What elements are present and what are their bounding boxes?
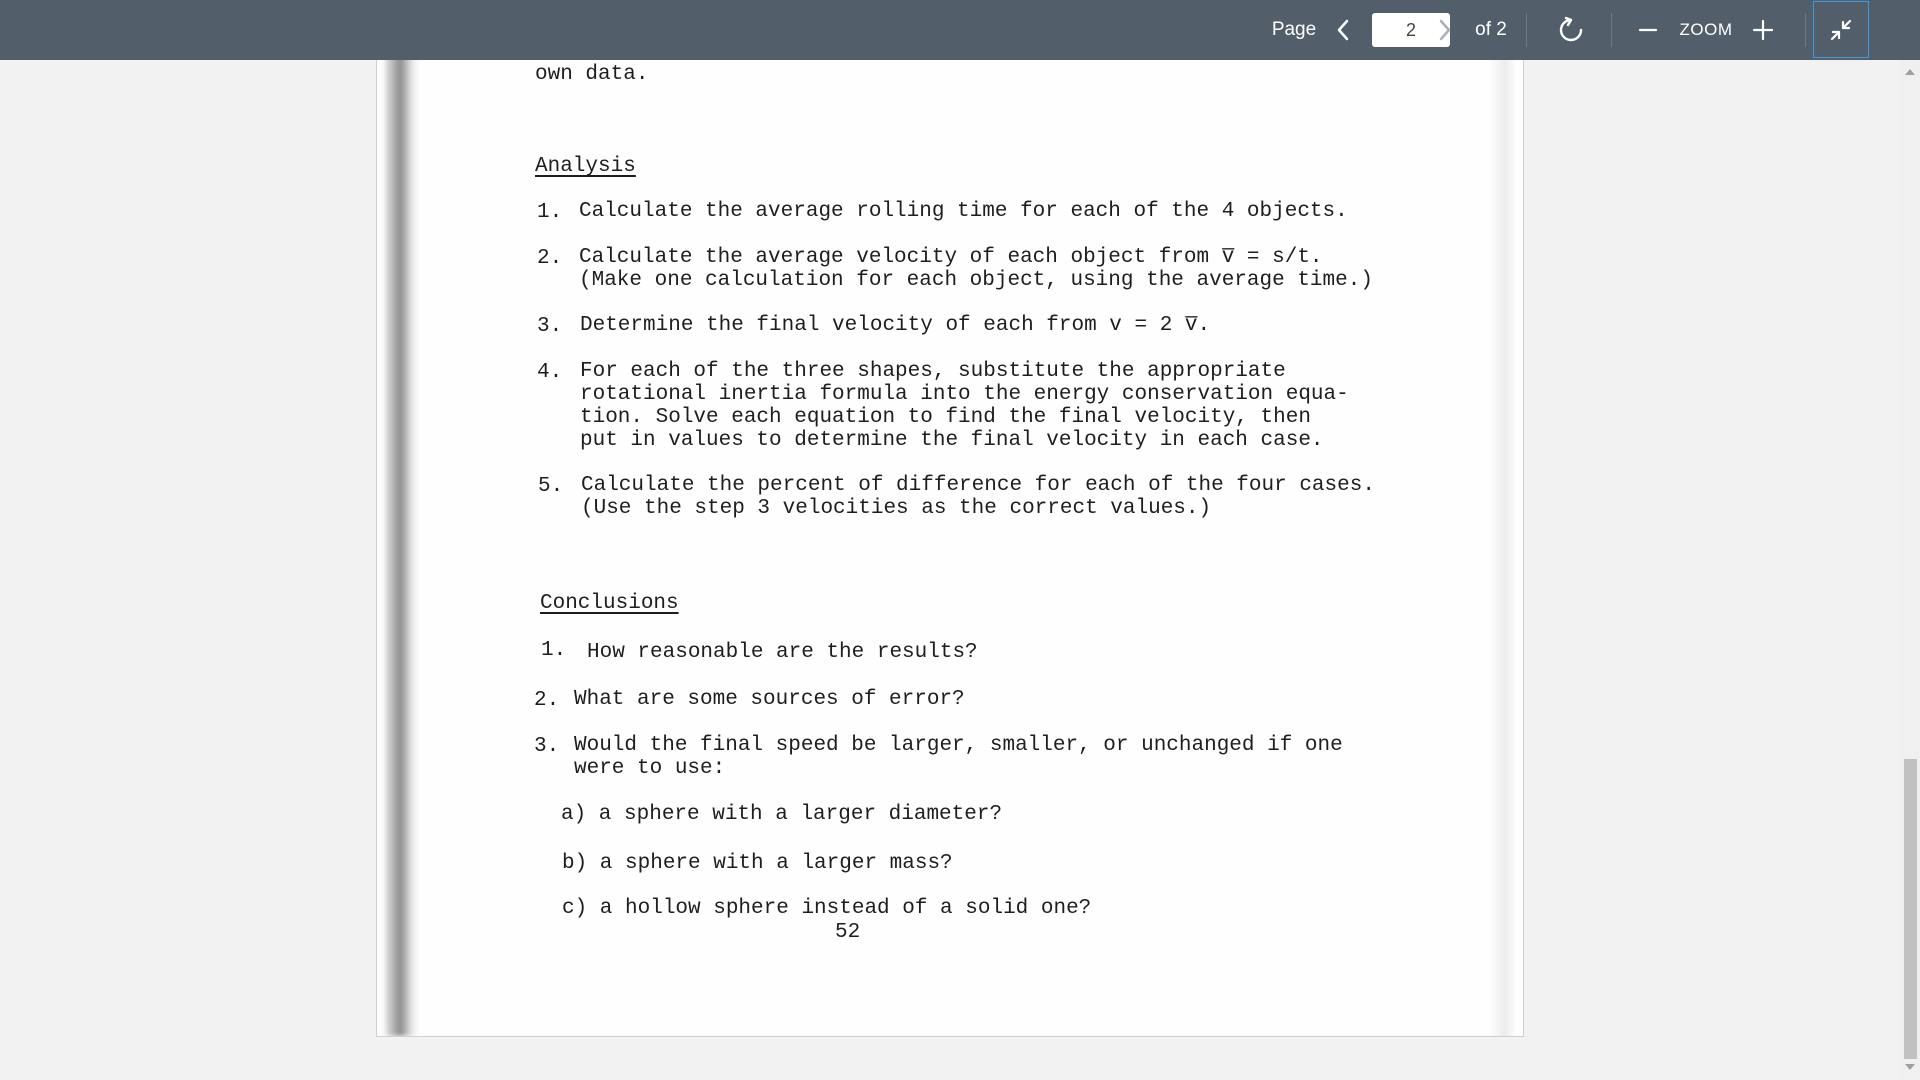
caret-down-icon [1905,1064,1915,1070]
top-fragment-text: own data. [535,63,649,86]
page-binding-shadow [385,60,419,1036]
conclusion-item-1-line: How reasonable are the results? [587,641,978,664]
collapse-icon [1828,17,1854,43]
page-label: Page [1271,19,1317,40]
scrollbar-thumb[interactable] [1904,759,1917,1059]
plus-icon [1752,19,1774,41]
rotate-icon [1557,16,1585,44]
analysis-item-number: 5. [538,475,564,498]
exit-fullscreen-button[interactable] [1813,1,1869,58]
conclusion-item-number: 3. [534,735,560,758]
toolbar-divider [1805,13,1806,47]
analysis-item-number: 2. [537,247,563,270]
toolbar-divider [1526,13,1527,47]
page-edge-shadow [1489,60,1515,1036]
analysis-item-5-line: (Use the step 3 velocities as the correct values.) [581,497,1212,520]
chevron-left-icon [1335,18,1351,42]
analysis-item-5-line: Calculate the percent of difference for each of the four cases. [581,474,1375,497]
vertical-scrollbar[interactable] [1900,60,1920,1080]
analysis-item-2-line: (Make one calculation for each object, using the average time.) [579,269,1373,292]
document-page [376,60,1524,1037]
conclusion-item-2-line: What are some sources of error? [574,688,965,711]
analysis-item-4-line: rotational inertia formula into the energy conservation equa- [580,383,1349,406]
analysis-item-number: 1. [537,201,563,224]
scroll-down-button[interactable] [1900,1059,1920,1075]
previous-page-button[interactable] [1326,0,1360,60]
document-viewer[interactable] [0,60,1900,1080]
conclusion-subitem-b: b) a sphere with a larger mass? [562,852,953,875]
conclusion-subitem-c: c) a hollow sphere instead of a solid one? [562,897,1092,920]
analysis-item-number: 4. [537,361,563,384]
zoom-in-button[interactable] [1745,0,1781,60]
conclusions-heading: Conclusions [540,592,679,615]
toolbar-divider [1611,13,1612,47]
analysis-item-4-line: put in values to determine the final velocity in each case. [580,429,1324,452]
conclusion-item-3-line: were to use: [574,757,726,780]
caret-up-icon [1905,69,1915,75]
zoom-label: ZOOM [1679,20,1733,39]
analysis-heading: Analysis [535,155,636,178]
conclusion-item-number: 2. [534,689,560,712]
scroll-up-button[interactable] [1900,64,1920,80]
analysis-item-4-line: tion. Solve each equation to find the final velocity, then [580,406,1311,429]
analysis-item-number: 3. [537,315,563,338]
conclusion-item-3-line: Would the final speed be larger, smaller, or unchanged if one [574,734,1343,757]
total-pages-label: of 2 [1475,19,1507,40]
rotate-button[interactable] [1550,0,1592,60]
analysis-item-2-line: Calculate the average velocity of each object from v̅ = s/t. [579,246,1323,269]
conclusion-subitem-a: a) a sphere with a larger diameter? [561,803,1003,826]
analysis-item-4-line: For each of the three shapes, substitute the appropriate [580,360,1286,383]
analysis-item-1-line: Calculate the average rolling time for each of the 4 objects. [579,200,1348,223]
viewer-toolbar [0,0,1920,60]
analysis-item-3-line: Determine the final velocity of each from v = 2 v̅. [580,314,1211,337]
next-page-button[interactable] [1428,0,1462,60]
minus-icon [1638,20,1658,40]
chevron-right-icon [1437,18,1453,42]
page-number-footer: 52 [835,921,861,944]
zoom-out-button[interactable] [1630,0,1666,60]
conclusion-item-number: 1. [541,639,567,662]
